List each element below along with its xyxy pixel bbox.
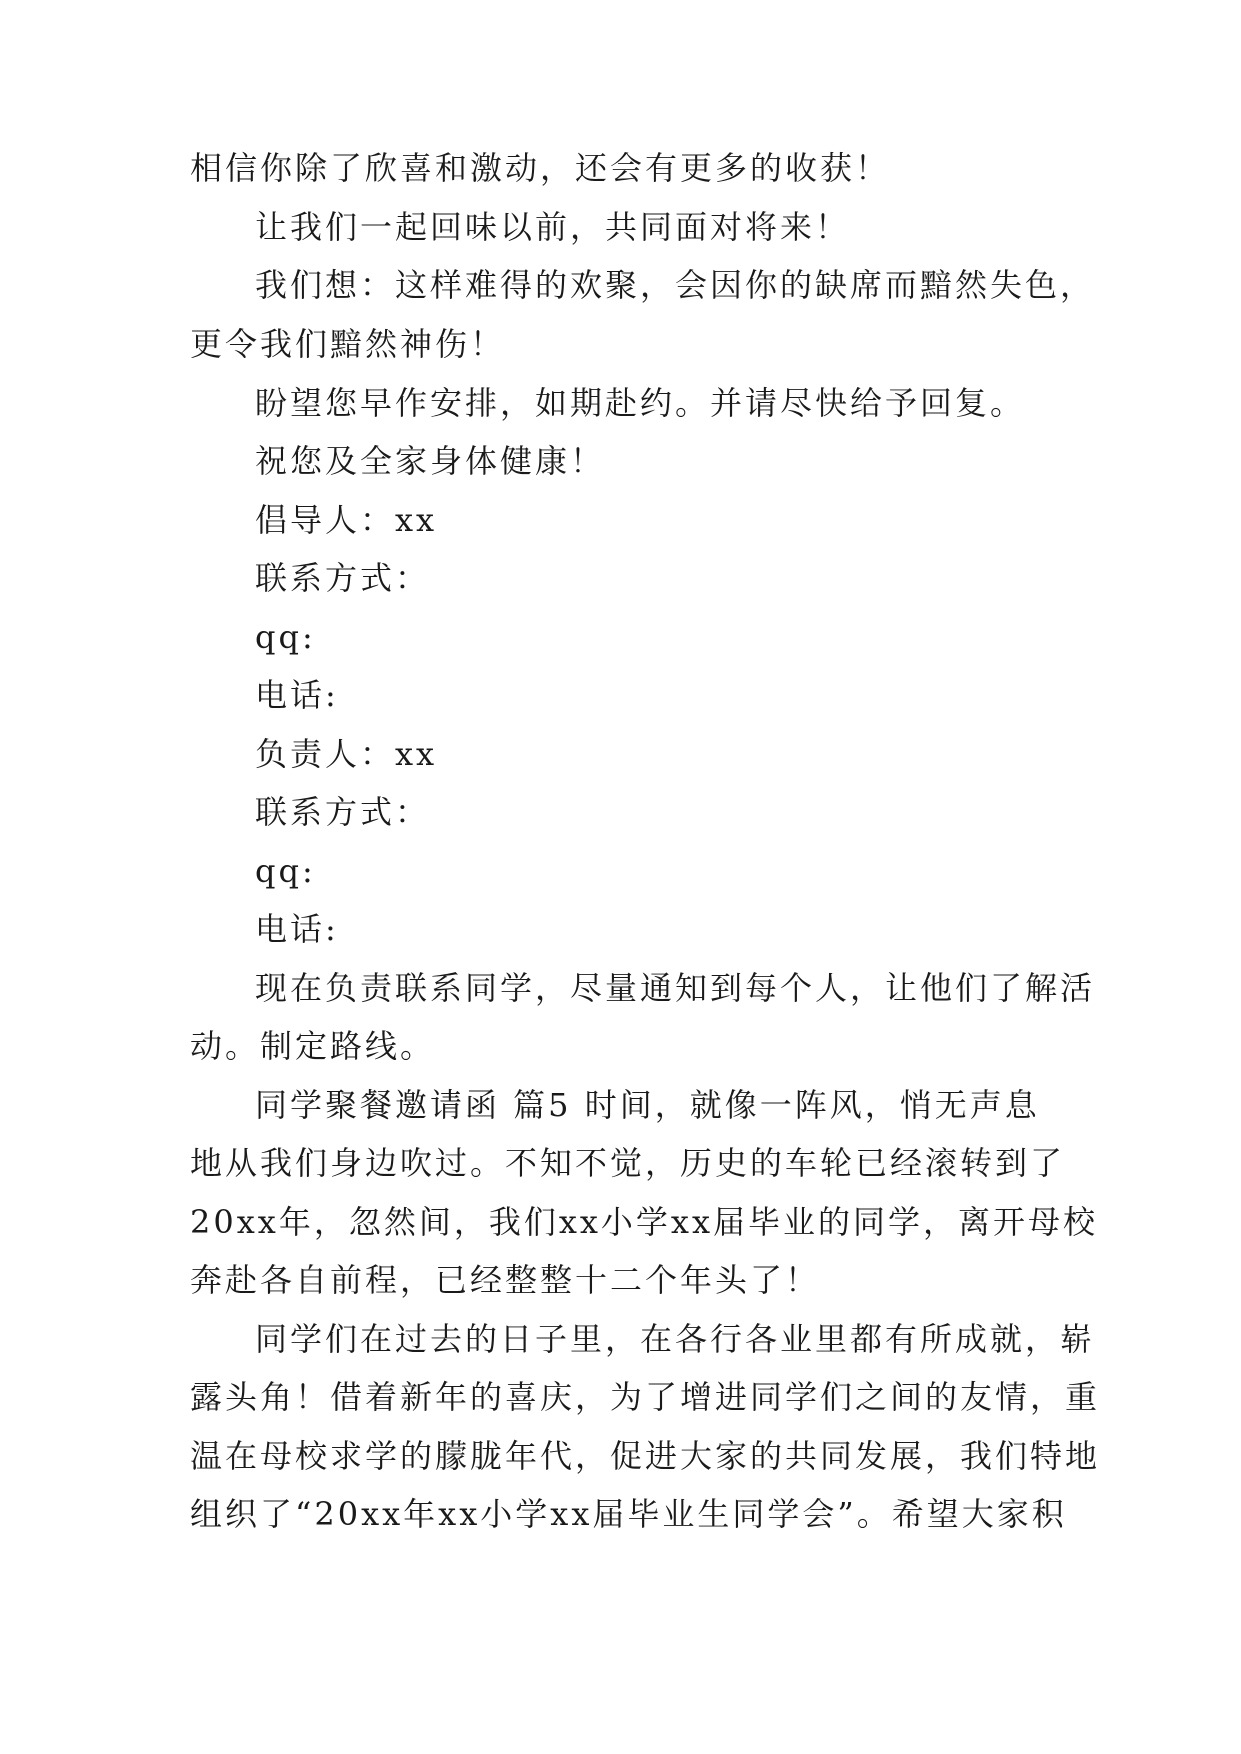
paragraph-line: 负责人：xx (255, 735, 438, 773)
paragraph-line: 相信你除了欣喜和激动，还会有更多的收获！ (190, 149, 891, 187)
paragraph-line: 更令我们黯然神伤！ (190, 325, 506, 363)
paragraph-line: 联系方式： (255, 559, 431, 597)
paragraph-line: 我们想：这样难得的欢聚，会因你的缺席而黯然失色， (255, 266, 1096, 304)
paragraph-line: qq: (255, 618, 316, 656)
paragraph-line: 现在负责联系同学，尽量通知到每个人，让他们了解活 (255, 969, 1096, 1007)
paragraph-line: 同学聚餐邀请函 篇5 时间，就像一阵风，悄无声息 (255, 1086, 1040, 1124)
paragraph-line: 倡导人：xx (255, 501, 438, 539)
paragraph-line: 奔赴各自前程，已经整整十二个年头了！ (190, 1261, 821, 1299)
paragraph-line: 地从我们身边吹过。不知不觉，历史的车轮已经滚转到了 (190, 1144, 1066, 1182)
paragraph-line: 联系方式： (255, 793, 431, 831)
paragraph-line: 让我们一起回味以前，共同面对将来！ (255, 208, 851, 246)
paragraph-line: 露头角！借着新年的喜庆，为了增进同学们之间的友情，重 (190, 1378, 1101, 1416)
paragraph-line: 电话: (255, 676, 339, 714)
paragraph-line: 电话: (255, 910, 339, 948)
paragraph-line: 祝您及全家身体健康！ (255, 442, 606, 480)
paragraph-line: qq: (255, 852, 316, 890)
paragraph-line: 20xx年，忽然间，我们xx小学xx届毕业的同学，离开母校 (190, 1203, 1099, 1241)
paragraph-line: 温在母校求学的朦胧年代，促进大家的共同发展，我们特地 (190, 1437, 1101, 1475)
paragraph-line: 组织了“20xx年xx小学xx届毕业生同学会”。希望大家积 (190, 1495, 1067, 1533)
paragraph-line: 盼望您早作安排，如期赴约。并请尽快给予回复。 (255, 384, 1026, 422)
paragraph-line: 同学们在过去的日子里，在各行各业里都有所成就，崭 (255, 1320, 1096, 1358)
paragraph-line: 动。制定路线。 (190, 1027, 436, 1065)
